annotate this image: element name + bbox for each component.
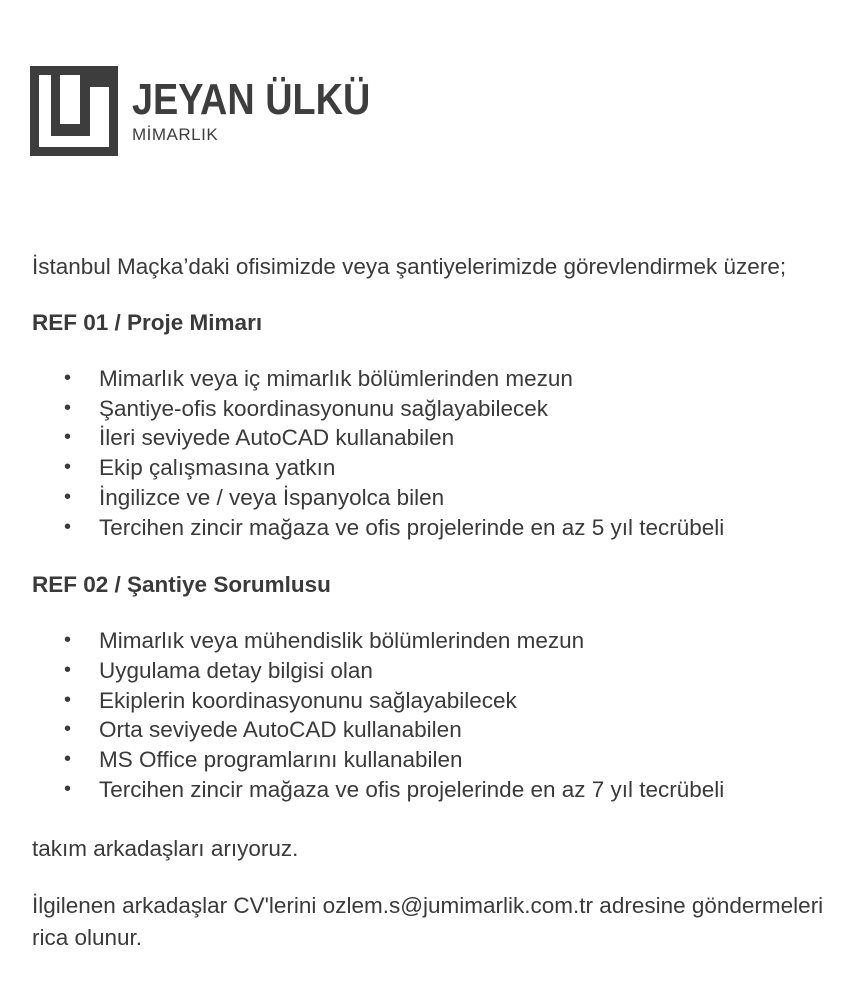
list-item: • İngilizce ve / veya İspanyolca bilen	[32, 483, 832, 513]
logo-name: JEYAN ÜLKÜ	[132, 75, 371, 124]
list-item: • İleri seviyede AutoCAD kullanabilen	[32, 423, 832, 453]
logo-subtitle: MİMARLIK	[132, 125, 219, 144]
job-posting-body	[32, 252, 832, 954]
intro-text: İstanbul Maçka’daki ofisimizde veya şantiyelerimizde görevlendirmek üzere;	[32, 254, 787, 279]
list-item: • Ekip çalışmasına yatkın	[32, 453, 832, 483]
contact-text: İlgilenen arkadaşlar CV'lerini ozlem.s@jumimarlik.com.tr adresine göndermeleri rica olunur.	[32, 893, 824, 951]
list-item: • Mimarlık veya mühendislik bölümlerinden mezun	[32, 626, 832, 656]
list-item: • Tercihen zincir mağaza ve ofis projelerinde en az 7 yıl tecrübeli	[32, 775, 832, 805]
ref2-requirements-list	[32, 626, 832, 804]
list-item: • Orta seviyede AutoCAD kullanabilen	[32, 715, 832, 745]
list-item: • Ekiplerin koordinasyonunu sağlayabilecek	[32, 686, 832, 716]
ref1-heading: REF 01 / Proje Mimarı	[32, 310, 263, 335]
company-logo	[30, 66, 409, 156]
ref1-requirements-list	[32, 364, 832, 542]
list-item: • Tercihen zincir mağaza ve ofis projelerinde en az 5 yıl tecrübeli	[32, 513, 832, 543]
closing-text: takım arkadaşları arıyoruz.	[32, 836, 299, 862]
list-item: • Şantiye-ofis koordinasyonunu sağlayabilecek	[32, 394, 832, 424]
list-item: • Uygulama detay bilgisi olan	[32, 656, 832, 686]
logo-mark-icon	[30, 66, 118, 156]
logo-text	[132, 75, 409, 144]
list-item: • MS Office programlarını kullanabilen	[32, 745, 832, 775]
list-item: • Mimarlık veya iç mimarlık bölümlerinden mezun	[32, 364, 832, 394]
ref2-heading: REF 02 / Şantiye Sorumlusu	[32, 572, 331, 598]
